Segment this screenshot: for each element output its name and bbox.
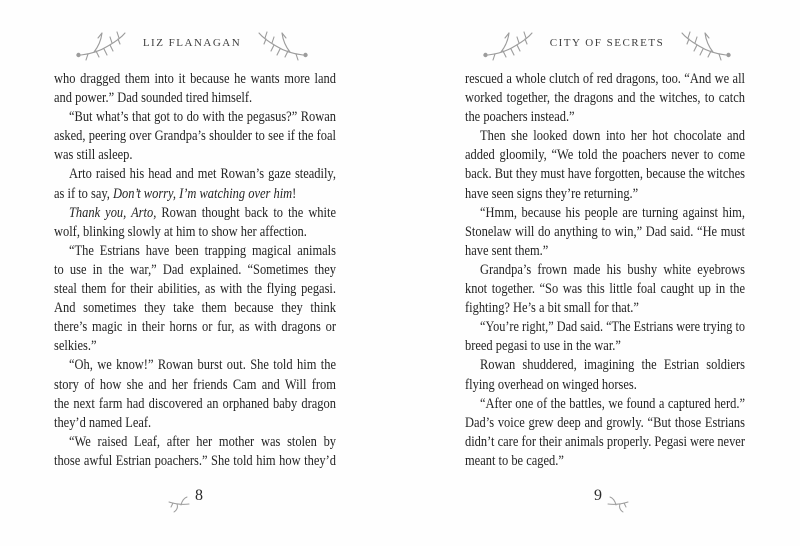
text-line: have sent them.” xyxy=(465,242,549,259)
text-line: Stonelaw will do anything to win,” Dad said. “He must xyxy=(465,223,745,240)
text-line: fighting? He’s a bit small for that.” xyxy=(465,300,639,317)
floral-sprig-icon xyxy=(481,27,535,65)
text-line: worked together, the dragons and the witches, to catch xyxy=(465,90,745,107)
running-head-right xyxy=(407,27,800,65)
text-line: have seen signs they’re returning.” xyxy=(465,185,639,202)
text-line: “But what’s that got to do with the pegasus?” Rowan xyxy=(69,109,336,126)
text-line: added gloomily, “We told the poachers never to come xyxy=(465,147,746,164)
text-line: was still asleep. xyxy=(54,147,133,164)
floral-sprig-icon xyxy=(256,27,310,65)
text-line: meant to be caged.” xyxy=(465,452,564,469)
text-line: knot together. “So was this little foal caught up in the xyxy=(465,281,745,298)
book-title: CITY OF SECRETS xyxy=(549,37,665,49)
text-line: there’s magic in their horns or fur, as with dragons or xyxy=(54,319,337,336)
text-line: the poachers instead.” xyxy=(465,109,575,126)
text-line: Then she looked down into her hot chocolate and xyxy=(480,128,746,145)
page-right-text xyxy=(465,70,745,471)
text-line: Arto raised his head and met Rowan’s gaze steadily, xyxy=(69,166,336,183)
page-number-left: 8 xyxy=(195,487,203,504)
text-line: “The Estrians have been trapping magical animals xyxy=(69,242,336,259)
text-line: Dad’s voice grew deep and growly. “But those Estrians xyxy=(465,414,746,431)
text-line: breed pegasi to use in the war.” xyxy=(465,338,621,355)
text-line: selkies.” xyxy=(54,338,97,355)
author-name: LIZ FLANAGAN xyxy=(142,37,242,49)
text-line: flying overhead on winged horses. xyxy=(465,376,637,393)
text-line: who dragged them into it because he wants more land xyxy=(54,71,336,87)
text-line: those awful Estrian poachers.” She told him how they’d xyxy=(54,452,336,469)
running-head-left xyxy=(0,27,392,65)
text-line: “We raised Leaf, after her mother was stolen by xyxy=(69,433,337,450)
text-line: “Hmm, because his people are turning against him, xyxy=(480,204,745,221)
text-line: wolf, blinking slowly at him to show her affection. xyxy=(54,223,307,240)
text-line: And sometimes they take them because they think xyxy=(54,300,336,317)
text-line: story of how she and her friends Cam and Will from xyxy=(54,376,336,393)
text-line: asked, peering over Grandpa’s shoulder to see if the foal xyxy=(54,128,336,145)
text-line: “After one of the battles, we found a captured herd.” xyxy=(480,395,745,412)
page-number-right: 9 xyxy=(594,487,602,504)
text-line: to use in the war,” Dad explained. “Sometimes they xyxy=(54,261,336,278)
floral-sprig-icon xyxy=(679,27,733,65)
folio-left xyxy=(0,486,385,513)
text-line: Rowan shuddered, imagining the Estrian soldiers xyxy=(480,357,745,374)
text-line: the next farm had discovered an orphaned baby dragon xyxy=(54,395,336,412)
text-line: they’d named Leaf. xyxy=(54,414,152,431)
text-line: back. But they must have forgotten, because the witches xyxy=(465,166,746,183)
text-line: rescued a whole clutch of red dragons, too. “And we all xyxy=(465,71,746,87)
text-line: steal them for their abilities, as with the flying pegasi. xyxy=(54,281,337,298)
text-line: didn’t care for their animals properly. Pegasi were never xyxy=(465,433,745,450)
text-line: as if to say, Don’t worry, I’m watching over him! xyxy=(54,185,297,202)
text-line: and power.” Dad sounded tired himself. xyxy=(54,90,253,107)
leaf-sprig-icon xyxy=(167,495,191,513)
page-left-text xyxy=(54,70,336,471)
text-line: “Oh, we know!” Rowan burst out. She told him the xyxy=(69,357,336,374)
text-line: Thank you, Arto, Rowan thought back to the white xyxy=(69,204,336,221)
floral-sprig-icon xyxy=(74,27,128,65)
text-line: “You’re right,” Dad said. “The Estrians were trying to xyxy=(480,319,745,336)
leaf-sprig-icon xyxy=(606,495,630,513)
folio-right xyxy=(412,486,800,513)
text-line: Grandpa’s frown made his bushy white eyebrows xyxy=(480,261,746,278)
page-right xyxy=(400,0,800,546)
